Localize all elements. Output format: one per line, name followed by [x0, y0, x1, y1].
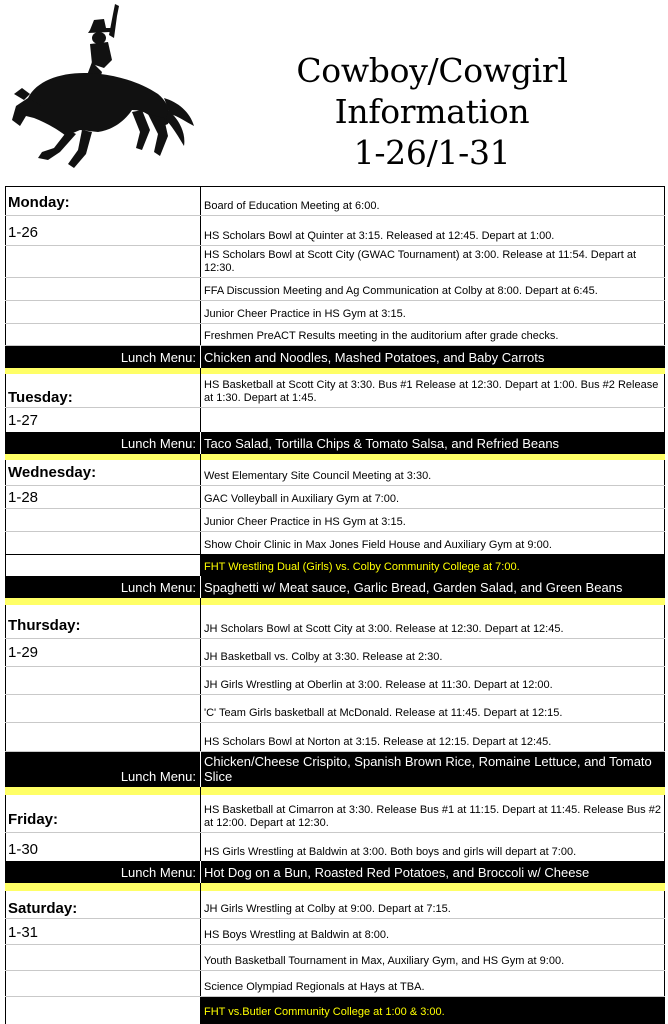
date-label-friday: 1-30 [8, 841, 39, 858]
lunch-row-tuesday [5, 432, 665, 454]
table-row [5, 945, 665, 971]
event-text: 'C' Team Girls basketball at McDonald. Release at 11:45. Depart at 12:15. [204, 707, 563, 719]
lunch-row-monday [5, 346, 665, 368]
table-row [5, 509, 665, 532]
date-label-saturday: 1-31 [8, 924, 39, 941]
day-label-saturday: Saturday: [8, 900, 78, 917]
table-row [5, 833, 665, 861]
date-label-thursday: 1-29 [8, 644, 39, 661]
table-row [5, 723, 665, 752]
event-text: GAC Volleyball in Auxiliary Gym at 7:00. [204, 493, 400, 505]
table-row [5, 997, 665, 1024]
lunch-row-friday [5, 861, 665, 883]
table-row [5, 555, 665, 576]
event-text: Show Choir Clinic in Max Jones Field House and Auxiliary Gym at 9:00. [204, 539, 552, 551]
bucking-horse-cowboy-logo [8, 2, 198, 174]
event-text: JH Scholars Bowl at Scott City at 3:00. Release at 12:30. Depart at 12:45. [204, 623, 564, 635]
table-row [5, 605, 665, 639]
event-text: HS Girls Wrestling at Baldwin at 3:00. Both boys and girls will depart at 7:00. [204, 846, 577, 858]
event-text: Youth Basketball Tournament in Max, Auxiliary Gym, and HS Gym at 9:00. [204, 955, 565, 967]
title-line-1: Cowboy/Cowgirl [296, 51, 568, 90]
table-row [5, 374, 665, 408]
event-text-highlighted: FHT vs.Butler Community College at 1:00 & 3:00. [204, 1006, 445, 1018]
lunch-menu-text: Chicken/Cheese Crispito, Spanish Brown Rice, Romaine Lettuce, and Tomato Slice [204, 754, 652, 784]
event-text: Junior Cheer Practice in HS Gym at 3:15. [204, 308, 406, 320]
table-row [5, 246, 665, 278]
date-label-tuesday: 1-27 [8, 412, 39, 429]
separator-bar [5, 883, 665, 891]
table-row [5, 667, 665, 695]
day-label-monday: Monday: [8, 194, 70, 211]
event-text: HS Scholars Bowl at Norton at 3:15. Release at 12:15. Depart at 12:45. [204, 736, 552, 748]
page-title [232, 50, 632, 173]
separator-bar [5, 787, 665, 795]
table-row [5, 216, 665, 246]
lunch-label: Lunch Menu: [120, 769, 196, 784]
event-text: Board of Education Meeting at 6:00. [204, 200, 380, 212]
event-text: JH Girls Wrestling at Oberlin at 3:00. Release at 11:30. Depart at 12:00. [204, 679, 553, 691]
lunch-menu-text: Spaghetti w/ Meat sauce, Garlic Bread, Garden Salad, and Green Beans [204, 580, 623, 595]
event-text: Science Olympiad Regionals at Hays at TBA. [204, 981, 425, 993]
title-line-2: Information [334, 92, 530, 131]
day-label-thursday: Thursday: [8, 617, 81, 634]
lunch-label: Lunch Menu: [120, 580, 196, 595]
event-text: Junior Cheer Practice in HS Gym at 3:15. [204, 516, 406, 528]
title-line-3: 1-26/1-31 [353, 133, 511, 172]
table-row [5, 301, 665, 324]
table-row [5, 919, 665, 945]
day-label-tuesday: Tuesday: [8, 389, 73, 406]
event-text: HS Boys Wrestling at Baldwin at 8:00. [204, 929, 390, 941]
lunch-row-thursday [5, 752, 665, 787]
table-row [5, 460, 665, 486]
event-text: FFA Discussion Meeting and Ag Communication at Colby at 8:00. Depart at 6:45. [204, 285, 598, 297]
event-text: HS Basketball at Scott City at 3:30. Bus #1 Release at 12:30. Depart at 1:00. Bus #2 Release at 1:30. Depart at 1:45. [204, 379, 659, 404]
date-label-monday: 1-26 [8, 224, 39, 241]
table-row [5, 408, 665, 432]
table-row [5, 186, 665, 216]
table-row [5, 971, 665, 997]
event-text: Freshmen PreACT Results meeting in the auditorium after grade checks. [204, 330, 559, 342]
lunch-menu-text: Hot Dog on a Bun, Roasted Red Potatoes, and Broccoli w/ Cheese [204, 865, 590, 880]
day-label-wednesday: Wednesday: [8, 464, 97, 481]
lunch-label: Lunch Menu: [120, 436, 196, 451]
event-text: HS Basketball at Cimarron at 3:30. Release Bus #1 at 11:15. Depart at 11:45. Release Bus #2 at 12:00. Depart at 12:30. [204, 804, 661, 829]
event-text-highlighted: FHT Wrestling Dual (Girls) vs. Colby Community College at 7:00. [204, 561, 520, 573]
header [0, 0, 668, 186]
event-text: West Elementary Site Council Meeting at 3:30. [204, 470, 432, 482]
lunch-menu-text: Taco Salad, Tortilla Chips & Tomato Salsa, and Refried Beans [204, 436, 560, 451]
table-row [5, 486, 665, 509]
event-text: JH Girls Wrestling at Colby at 9:00. Depart at 7:15. [204, 903, 451, 915]
table-row [5, 695, 665, 723]
lunch-label: Lunch Menu: [120, 350, 196, 365]
lunch-row-wednesday [5, 576, 665, 598]
event-text: HS Scholars Bowl at Scott City (GWAC Tournament) at 3:00. Release at 11:54. Depart at 12:30. [204, 249, 637, 274]
table-row [5, 532, 665, 555]
lunch-label: Lunch Menu: [120, 865, 196, 880]
event-text: JH Basketball vs. Colby at 3:30. Release at 2:30. [204, 651, 443, 663]
lunch-menu-text: Chicken and Noodles, Mashed Potatoes, and Baby Carrots [204, 350, 545, 365]
table-row [5, 639, 665, 667]
table-row [5, 324, 665, 346]
separator-bar [5, 598, 665, 605]
table-row [5, 795, 665, 833]
table-row [5, 278, 665, 301]
date-label-wednesday: 1-28 [8, 489, 39, 506]
day-label-friday: Friday: [8, 811, 59, 828]
event-text: HS Scholars Bowl at Quinter at 3:15. Released at 12:45. Depart at 1:00. [204, 230, 555, 242]
table-row [5, 891, 665, 919]
